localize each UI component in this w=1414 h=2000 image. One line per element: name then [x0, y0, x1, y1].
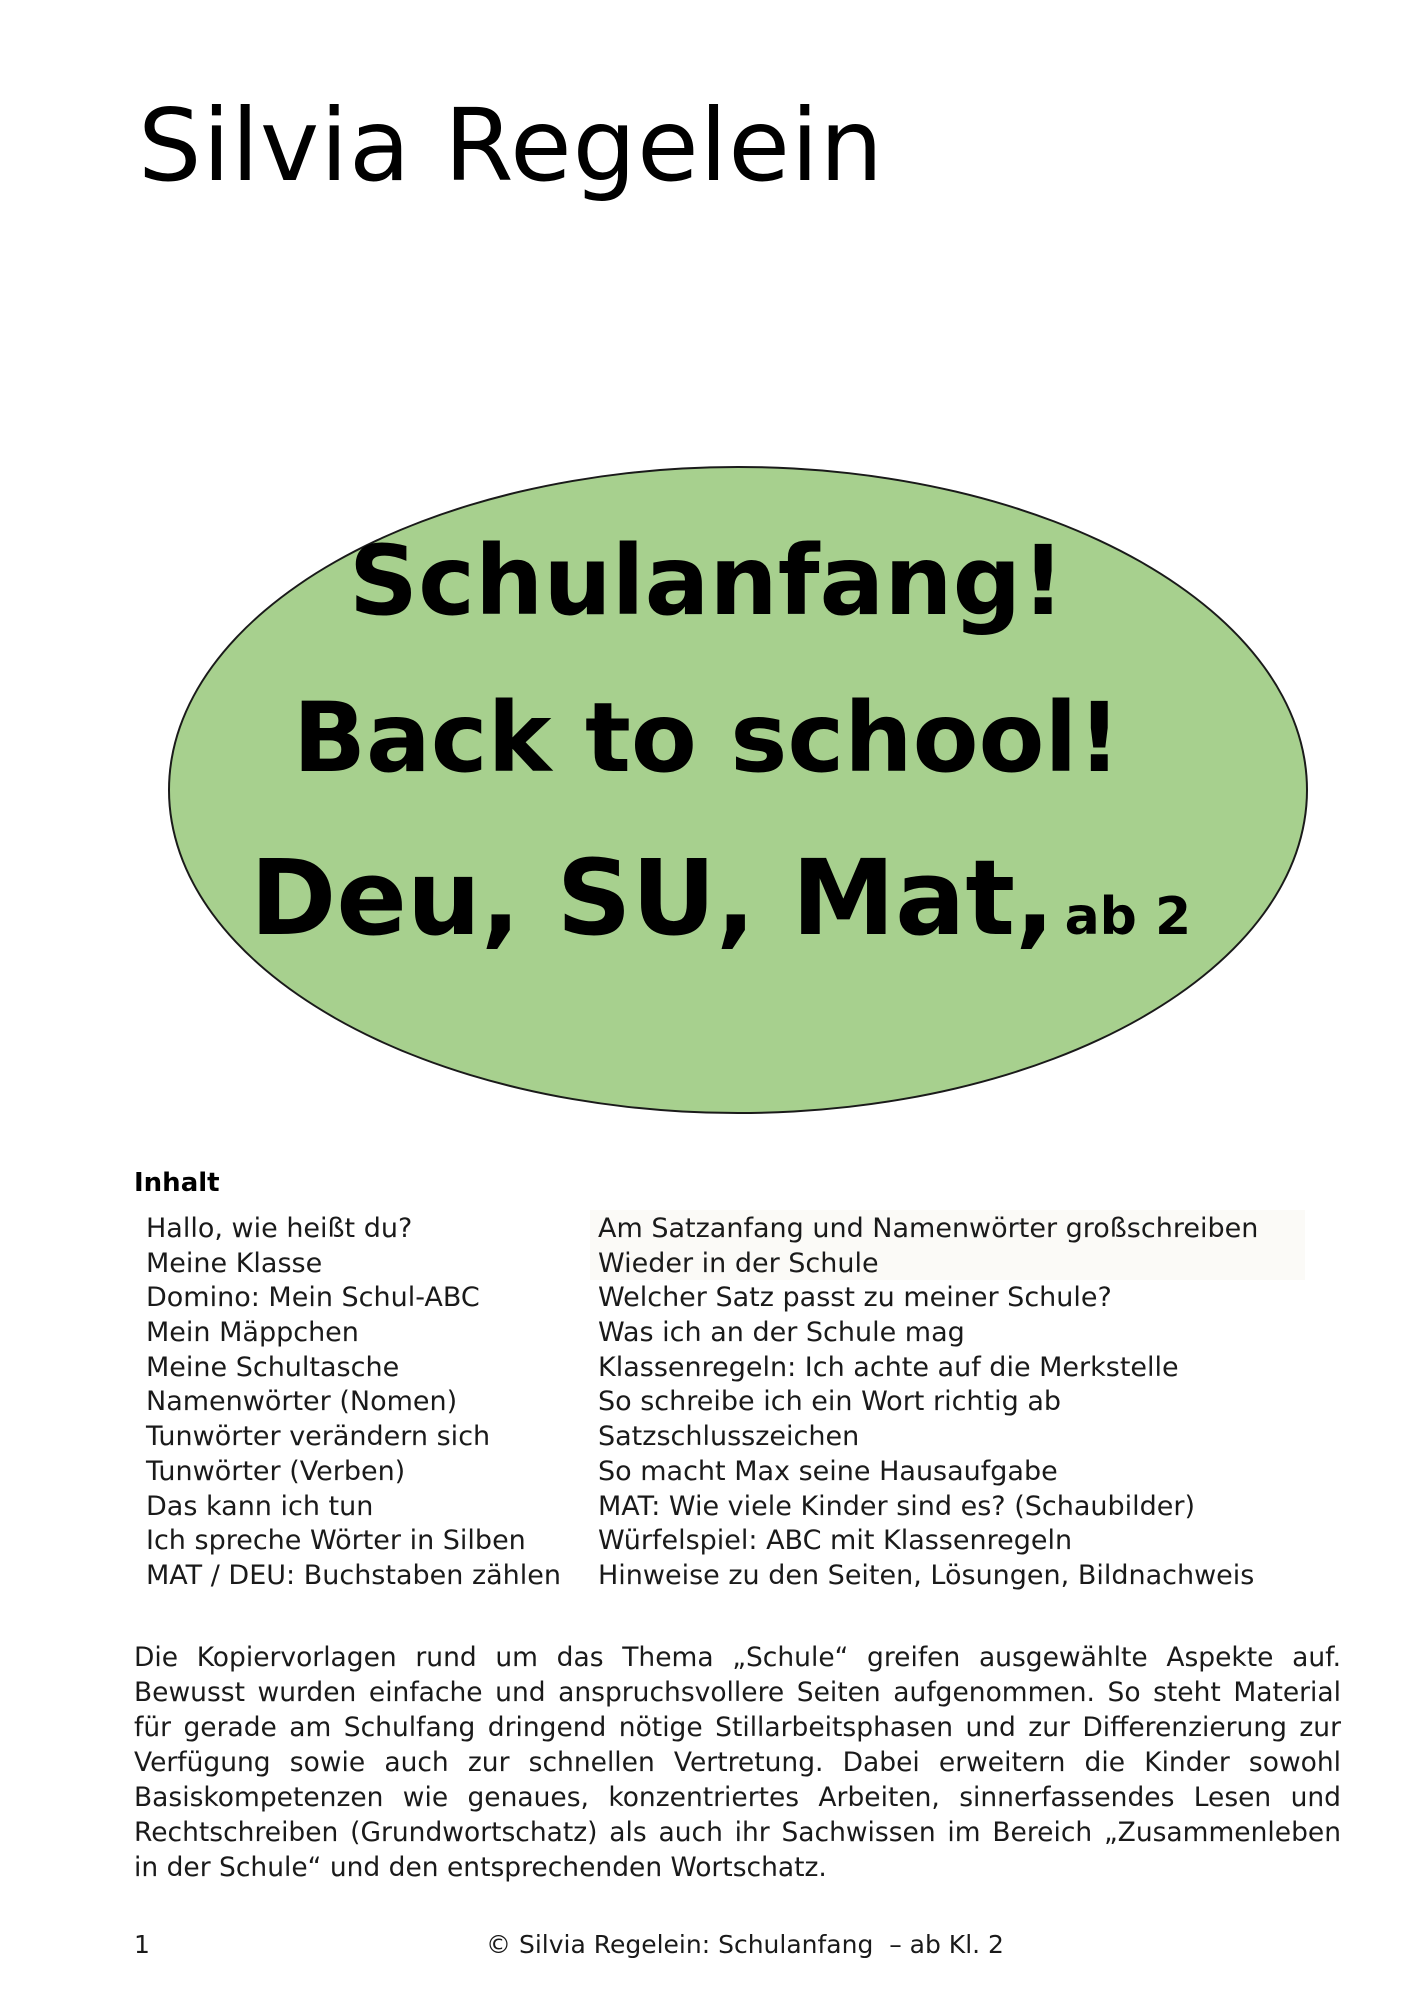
contents-item: MAT / DEU: Buchstaben zählen [146, 1559, 562, 1591]
contents-item: Namenwörter (Nomen) [146, 1386, 458, 1418]
contents-item: Was ich an der Schule mag [598, 1317, 965, 1349]
contents-heading: Inhalt [134, 1168, 220, 1198]
author-name: Silvia Regelein [138, 87, 885, 204]
contents-item: Welcher Satz passt zu meiner Schule? [598, 1282, 1112, 1314]
contents-item: Hinweise zu den Seiten, Lösungen, Bildnachweis [598, 1559, 1255, 1591]
contents-item: Meine Schultasche [146, 1351, 400, 1383]
contents-item: Tunwörter (Verben) [146, 1455, 406, 1487]
contents-item: Satzschlusszeichen [598, 1421, 860, 1453]
title-subjects: Deu, SU, Mat, [250, 837, 1055, 959]
title-line-back-to-school: Back to school! [292, 682, 1122, 794]
contents-item: Wieder in der Schule [598, 1247, 879, 1279]
contents-item: MAT: Wie viele Kinder sind es? (Schaubilder) [598, 1490, 1196, 1522]
contents-item: Klassenregeln: Ich achte auf die Merkstelle [598, 1351, 1179, 1383]
footer-copyright: © Silvia Regelein: Schulanfang – ab Kl. 2 [486, 1930, 1004, 1959]
contents-item: Das kann ich tun [146, 1490, 374, 1522]
contents-item: Ich spreche Wörter in Silben [146, 1525, 526, 1557]
contents-item: Würfelspiel: ABC mit Klassenregeln [598, 1525, 1073, 1557]
contents-item: Hallo, wie heißt du? [146, 1213, 413, 1244]
title-grade: ab 2 [1064, 887, 1192, 947]
contents-item: Meine Klasse [146, 1247, 323, 1279]
page-number: 1 [134, 1930, 150, 1959]
contents-left-column [146, 1212, 561, 1594]
title-line-schulanfang: Schulanfang! [348, 525, 1066, 637]
contents-item: So schreibe ich ein Wort richtig ab [598, 1386, 1062, 1418]
contents-item: Mein Mäppchen [146, 1317, 359, 1349]
contents-item: Am Satzanfang und Namenwörter großschreiben [598, 1213, 1259, 1244]
contents-right-column [598, 1212, 1258, 1594]
title-line-subjects [250, 837, 1192, 959]
contents-item: Domino: Mein Schul-ABC [146, 1282, 480, 1314]
contents-item: So macht Max seine Hausaufgabe [598, 1455, 1058, 1487]
contents-item: Tunwörter verändern sich [146, 1421, 491, 1453]
description-paragraph: Die Kopiervorlagen rund um das Thema „Schule“ greifen ausgewählte Aspekte auf. Bewusst wurden einfache und anspruchsvollere Seiten aufgenommen. So steht Material für gerade am Schulfang dringend nötige Stillarbeitsphasen und zur Differenzierung zur Verfügung sowie auch zur schnellen Vertretung. Dabei erweitern die Kinder sowohl Basiskompetenzen wie genaues, konzentriertes Arbeiten, sinnerfassendes Lesen und Rechtschreiben (Grundwortschatz) als auch ihr Sachwissen im Bereich „Zusammenleben in der Schule“ und den entsprechenden Wortschatz. [134, 1642, 1341, 1883]
